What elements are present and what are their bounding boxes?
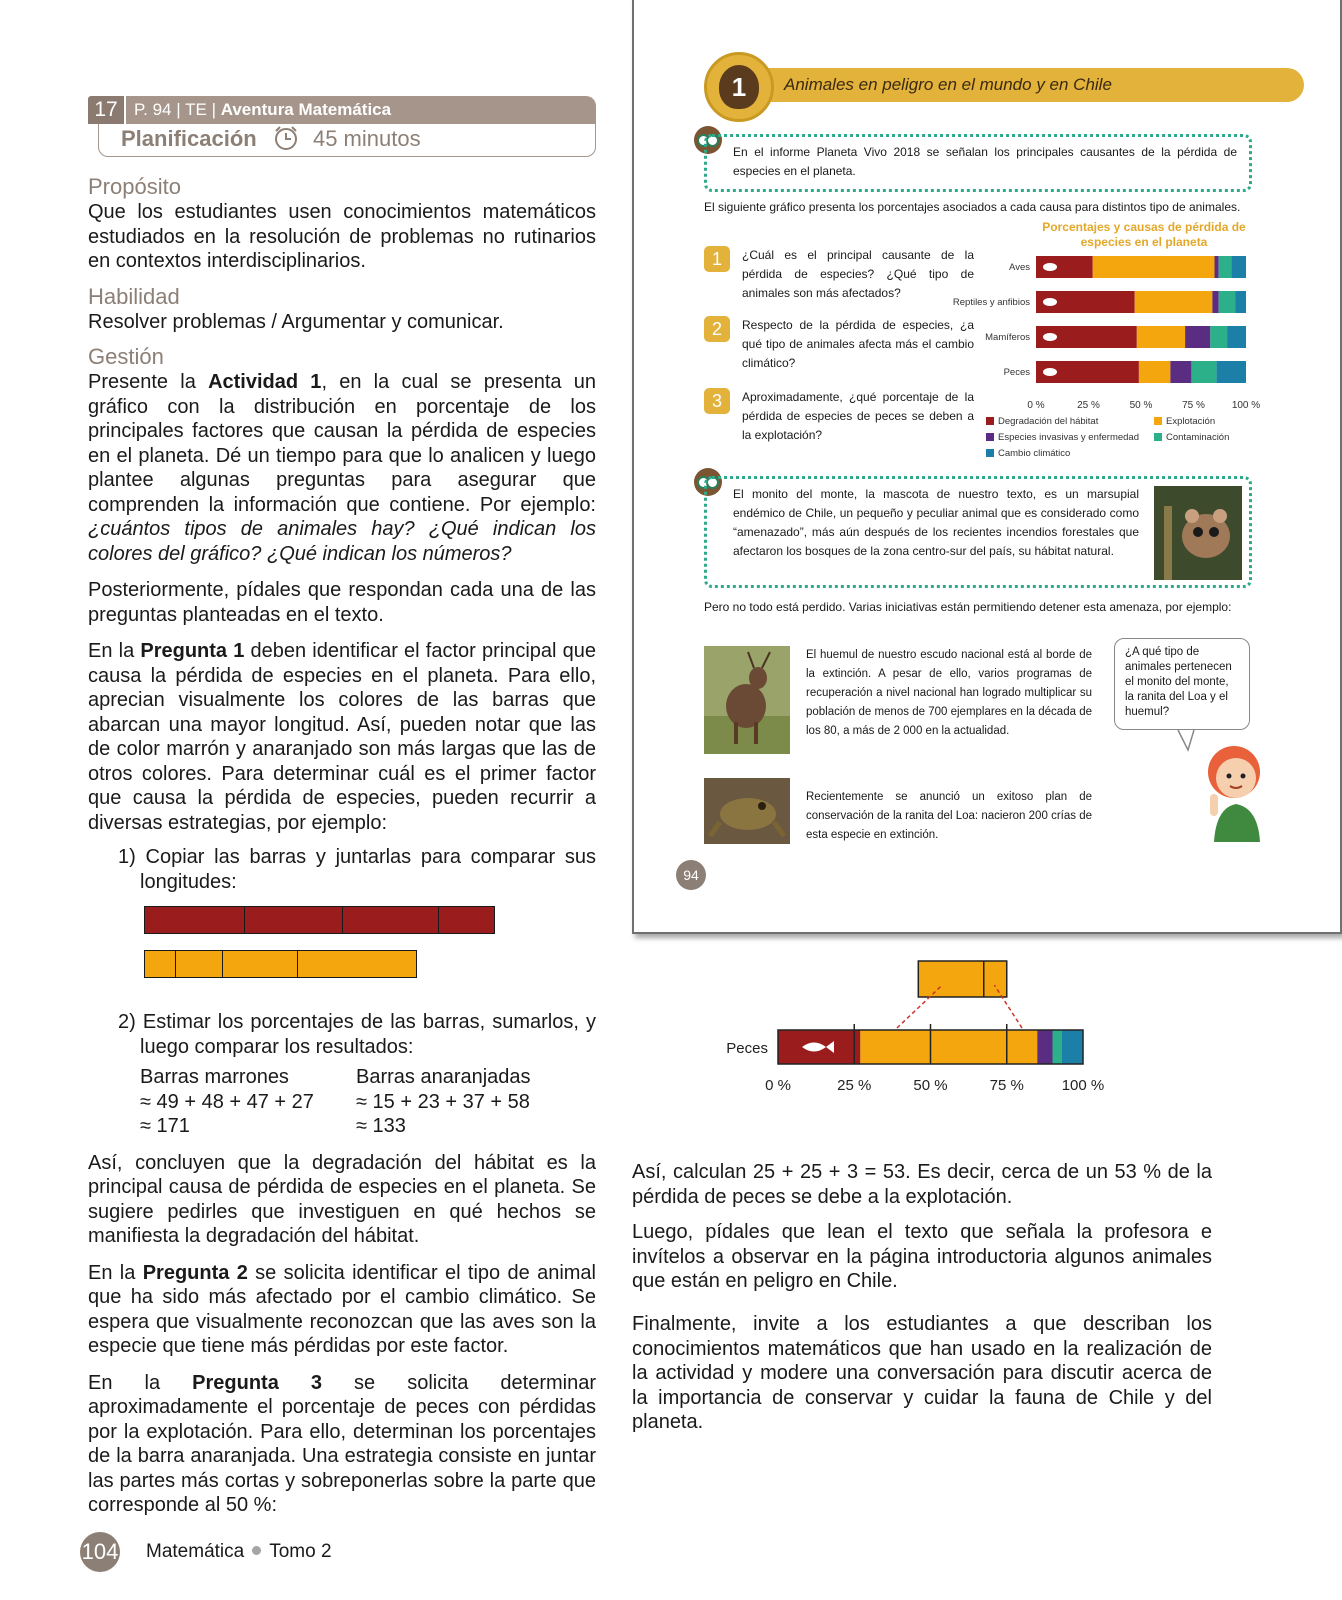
separator: | <box>211 100 221 119</box>
intro-note-text: En el informe Planeta Vivo 2018 se señalan los principales causantes de la pérdida de especies en el planeta. <box>733 145 1237 178</box>
activity-title: Animales en peligro en el mundo y en Chile <box>744 68 1304 102</box>
chart-bar-segment <box>1212 291 1218 313</box>
text-run: se solicita determinar aproximadamente el porcentaje de peces con pérdidas por la explotación. Para ello, determinan los porcentajes de la barra anaranjada. Una estrategia consiste en juntar las partes más cortas y sobreponerlas sobre la parte que corresponde al 50 %: <box>88 1371 596 1516</box>
category-label: Aves <box>1009 262 1030 273</box>
clock-icon <box>273 125 299 151</box>
lesson-number: 17 <box>88 96 124 124</box>
legend-label: Especies invasivas y enfermedad <box>998 432 1139 443</box>
brown-bars-combined <box>144 906 495 934</box>
strategy-item-2: 2) Estimar los porcentajes de las barras, sumarlos, y luego comparar los resultados: <box>118 1011 596 1058</box>
calculation-paragraph: Así, calculan 25 + 25 + 3 = 53. Es decir, cerca de un 53 % de la pérdida de peces se debe a la explotación. <box>632 1161 1212 1208</box>
chart-bar-segment <box>1219 256 1232 278</box>
legend-label: Degradación del hábitat <box>998 416 1099 427</box>
footer-label <box>146 1541 332 1563</box>
activity-reference: Actividad 1 <box>208 371 322 393</box>
tick-label: 25 % <box>837 1077 872 1094</box>
management-paragraph-3 <box>88 639 596 835</box>
legend-label: Contaminación <box>1166 432 1230 443</box>
bullet-icon <box>252 1546 261 1555</box>
bar-segment <box>145 951 176 977</box>
orange-bars-combined <box>144 950 417 978</box>
te-label: TE <box>185 100 207 119</box>
category-label: Reptiles y anfibios <box>952 297 1030 308</box>
category-label: Peces <box>726 1040 768 1057</box>
text-run: Presente la <box>88 371 209 393</box>
question-2-text: Respecto de la pérdida de especies, ¿a qué tipo de animales afecta más el cambio climático? <box>742 318 974 370</box>
brown-sums-title: Barras marrones <box>140 1066 289 1088</box>
comparison-bars <box>88 894 596 1004</box>
text-run: deben identificar el factor principal que causa la pérdida de especies en el planeta. Para ello, aprecian visualmente los colores de las barras que abarcan una mayor longitud. Así, pueden notar que las de color marrón y anaranjado son más largas que las de otros colores. Para determinar cuál es el primer factor que causa la pérdida de especies, pueden recurrir a diversas estrategias, por ejemplo: <box>88 640 596 834</box>
lesson-reference <box>126 96 596 124</box>
example-questions: ¿cuántos tipos de animales hay? ¿Qué indican los colores del gráfico? ¿Qué indican los números? <box>88 518 596 565</box>
bar-segment <box>223 951 298 977</box>
duration: 45 minutos <box>312 126 421 151</box>
purpose-heading: Propósito <box>88 174 181 199</box>
monito-note-text: El monito del monte, la mascota de nuestro texto, es un marsupial endémico de Chile, un pequeño y peculiar animal que es considerado como “amenazado”, más aún después de los recientes incendios forestales que afectaron los bosques de la zona centro-sur del país, su hábitat natural. <box>733 487 1139 558</box>
legend-swatch <box>1154 417 1162 425</box>
tick-label: 100 % <box>1231 400 1261 411</box>
species-loss-chart <box>952 250 1264 480</box>
chart-title: Porcentajes y causas de pérdida de especies en el planeta <box>1042 220 1246 249</box>
legend-swatch <box>986 449 994 457</box>
chart-bar-segment <box>1139 361 1171 383</box>
category-label: Peces <box>1003 367 1030 378</box>
tick-label: 25 % <box>1077 400 1100 411</box>
arrow-icon <box>994 985 1022 1028</box>
chart-intro: El siguiente gráfico presenta los porcentajes asociados a cada causa para distintos tipo de animales. <box>704 200 1241 214</box>
planning-bar <box>98 124 596 157</box>
student-page-thumbnail <box>632 0 1342 934</box>
question-3-badge: 3 <box>704 388 730 414</box>
management-paragraph-6 <box>88 1371 596 1518</box>
chart-bar-segment <box>1217 361 1246 383</box>
tick-label: 75 % <box>989 1077 1024 1094</box>
question-reference: Pregunta 3 <box>192 1371 322 1394</box>
teacher-guide-column <box>88 96 596 1518</box>
text-run: , en la cual se presenta un gráfico con la distribución en porcentaje de los principales factores que causan la pérdida de especies en el planeta. Dé un tiempo para que lo analicen y luego plantee algunas preguntas para asegurar que comprenden la información que contiene. Por ejemplo: <box>88 371 597 516</box>
intro-note <box>704 134 1252 192</box>
management-heading: Gestión <box>88 344 164 369</box>
chart-bar-segment <box>1215 256 1219 278</box>
management-paragraph-4: Así, concluyen que la degradación del hábitat es la principal causa de pérdida de especies en el planeta. Se sugiere pedirles que investiguen en qué hechos se manifiesta la degradación del hábitat. <box>88 1151 596 1247</box>
bar-segment <box>1062 1030 1083 1064</box>
lesson-title: Aventura Matemática <box>220 100 392 119</box>
text-run: se solicita identificar el tipo de animal que ha sido más afectado por el cambio climático. Se espera que visualmente reconozcan que las aves son la especie que tiene más pérdidas por este factor. <box>88 1261 596 1357</box>
closing-paragraph: Finalmente, invite a los estudiantes a que describan los conocimientos matemáticos que han usado en la realización de la actividad y modere una conversación para discutir acerca de la importancia de conservar y cuidar la fauna de Chile y del planeta. <box>632 1313 1212 1433</box>
animal-icon <box>1043 368 1057 376</box>
brown-total: ≈ 171 <box>140 1115 190 1137</box>
volume-name: Tomo 2 <box>269 1541 332 1562</box>
orange-sums <box>356 1065 572 1139</box>
followup-paragraph: Luego, pídales que lean el texto que señala la profesora e invítelos a observar en la página introductoria algunos animales que están en peligro en Chile. <box>632 1221 1212 1292</box>
huemul-text: El huemul de nuestro escudo nacional está al borde de la extinción. A pesar de ello, varios programas de recuperación a nivel nacional han logrado multiplicar su población de menos de 700 ejemplares en la década de los 80, a más de 2 000 en la actualidad. <box>806 649 1092 737</box>
management-paragraph-1 <box>88 370 596 566</box>
huemul-photo <box>704 646 790 754</box>
question-reference: Pregunta 1 <box>140 640 245 662</box>
management-paragraph-5 <box>88 1261 596 1359</box>
separator: | <box>176 100 186 119</box>
chart-bar-segment <box>1227 326 1246 348</box>
bar-segment <box>176 951 223 977</box>
tick-label: 0 % <box>1027 400 1045 411</box>
orange-sums-title: Barras anaranjadas <box>356 1066 531 1088</box>
tick-label: 0 % <box>765 1077 791 1094</box>
chart-bar-segment <box>1210 326 1227 348</box>
bar-segment <box>439 907 494 933</box>
strategy-item-1: 1) Copiar las barras y juntarlas para comparar sus longitudes: <box>118 846 596 893</box>
tick-label: 50 % <box>913 1077 948 1094</box>
activity-badge <box>704 52 774 122</box>
chart-bar-segment <box>1191 361 1216 383</box>
legend-contaminacion <box>1154 432 1229 443</box>
chart-bar-segment <box>1135 291 1213 313</box>
bar-segment <box>145 907 245 933</box>
bar-segment <box>1037 1030 1052 1064</box>
brown-sum: ≈ 49 + 48 + 47 + 27 <box>140 1090 314 1113</box>
orange-total: ≈ 133 <box>356 1115 406 1137</box>
legend-degradacion <box>986 416 1098 427</box>
text-run: En la <box>88 1261 143 1284</box>
animal-icon <box>1043 333 1057 341</box>
page-reference: P. 94 <box>134 100 172 119</box>
legend-label: Cambio climático <box>998 448 1071 459</box>
fish-overlap-diagram <box>720 955 1140 1115</box>
monito-photo <box>1154 486 1242 580</box>
chart-bar-segment <box>1231 256 1246 278</box>
teacher-speech-bubble: ¿A qué tipo de animales pertenecen el monito del monte, la ranita del Loa y el huemul? <box>1114 638 1250 730</box>
student-page-number: 94 <box>676 860 706 890</box>
text-run: En la <box>88 1371 193 1394</box>
legend-cambio <box>986 448 1070 459</box>
moved-pieces <box>918 961 1006 997</box>
chart-bar-segment <box>1185 326 1210 348</box>
management-paragraph-2: Posteriormente, pídales que respondan cada una de las preguntas planteadas en el texto. <box>88 579 596 626</box>
skill-text: Resolver problemas / Argumentar y comunicar. <box>88 310 504 333</box>
question-1-badge: 1 <box>704 246 730 272</box>
chart-bar-segment <box>1236 291 1247 313</box>
teacher-girl-icon <box>1174 732 1274 842</box>
ranita-photo <box>704 778 790 844</box>
brown-sums <box>140 1065 356 1139</box>
legend-invasivas <box>986 432 1139 443</box>
planning-header <box>88 96 596 160</box>
tick-label: 100 % <box>1061 1077 1105 1094</box>
bar-segment <box>860 1030 1037 1064</box>
chart-bar-segment <box>1219 291 1236 313</box>
page-footer <box>80 1532 332 1572</box>
legend-swatch <box>986 433 994 441</box>
legend-explotacion <box>1154 416 1215 427</box>
tick-label: 75 % <box>1182 400 1205 411</box>
legend-swatch <box>1154 433 1162 441</box>
chart-bar-segment <box>1170 361 1191 383</box>
page-number: 104 <box>80 1532 120 1572</box>
ranita-text: Recientemente se anunció un exitoso plan de conservación de la ranita del Loa: nacieron 200 crías de esta especie en extinción. <box>806 791 1092 841</box>
bar-segment <box>343 907 439 933</box>
sums-table <box>140 1065 596 1139</box>
legend-label: Explotación <box>1166 416 1216 427</box>
subject-name: Matemática <box>146 1541 245 1562</box>
planning-label: Planificación <box>121 126 257 151</box>
tick-label: 50 % <box>1129 400 1153 411</box>
activity-number: 1 <box>719 65 759 109</box>
category-label: Mamíferos <box>985 332 1030 343</box>
bar-segment <box>245 907 343 933</box>
text-run: En la <box>88 640 141 662</box>
skill-heading: Habilidad <box>88 283 180 309</box>
question-3-text: Aproximadamente, ¿qué porcentaje de la pérdida de especies de peces se deben a la explotación? <box>742 390 974 442</box>
question-2-badge: 2 <box>704 316 730 342</box>
question-1-text: ¿Cuál es el principal causante de la pérdida de especies? ¿Qué tipo de animales son más afectados? <box>742 248 974 300</box>
chart-bar-segment <box>1137 326 1185 348</box>
question-reference: Pregunta 2 <box>142 1261 248 1284</box>
orange-sum: ≈ 15 + 23 + 37 + 58 <box>356 1090 530 1113</box>
bar-segment <box>298 951 416 977</box>
purpose-text: Que los estudiantes usen conocimientos matemáticos estudiados en la resolución de problemas no rutinarios en contextos interdisciplinarios. <box>88 201 596 272</box>
chart-bar-segment <box>1093 256 1215 278</box>
animal-icon <box>1043 298 1057 306</box>
legend-swatch <box>986 417 994 425</box>
hope-text: Pero no todo está perdido. Varias iniciativas están permitiendo detener esta amenaza, por ejemplo: <box>704 600 1232 614</box>
bar-segment <box>1053 1030 1062 1064</box>
animal-icon <box>1043 263 1057 271</box>
